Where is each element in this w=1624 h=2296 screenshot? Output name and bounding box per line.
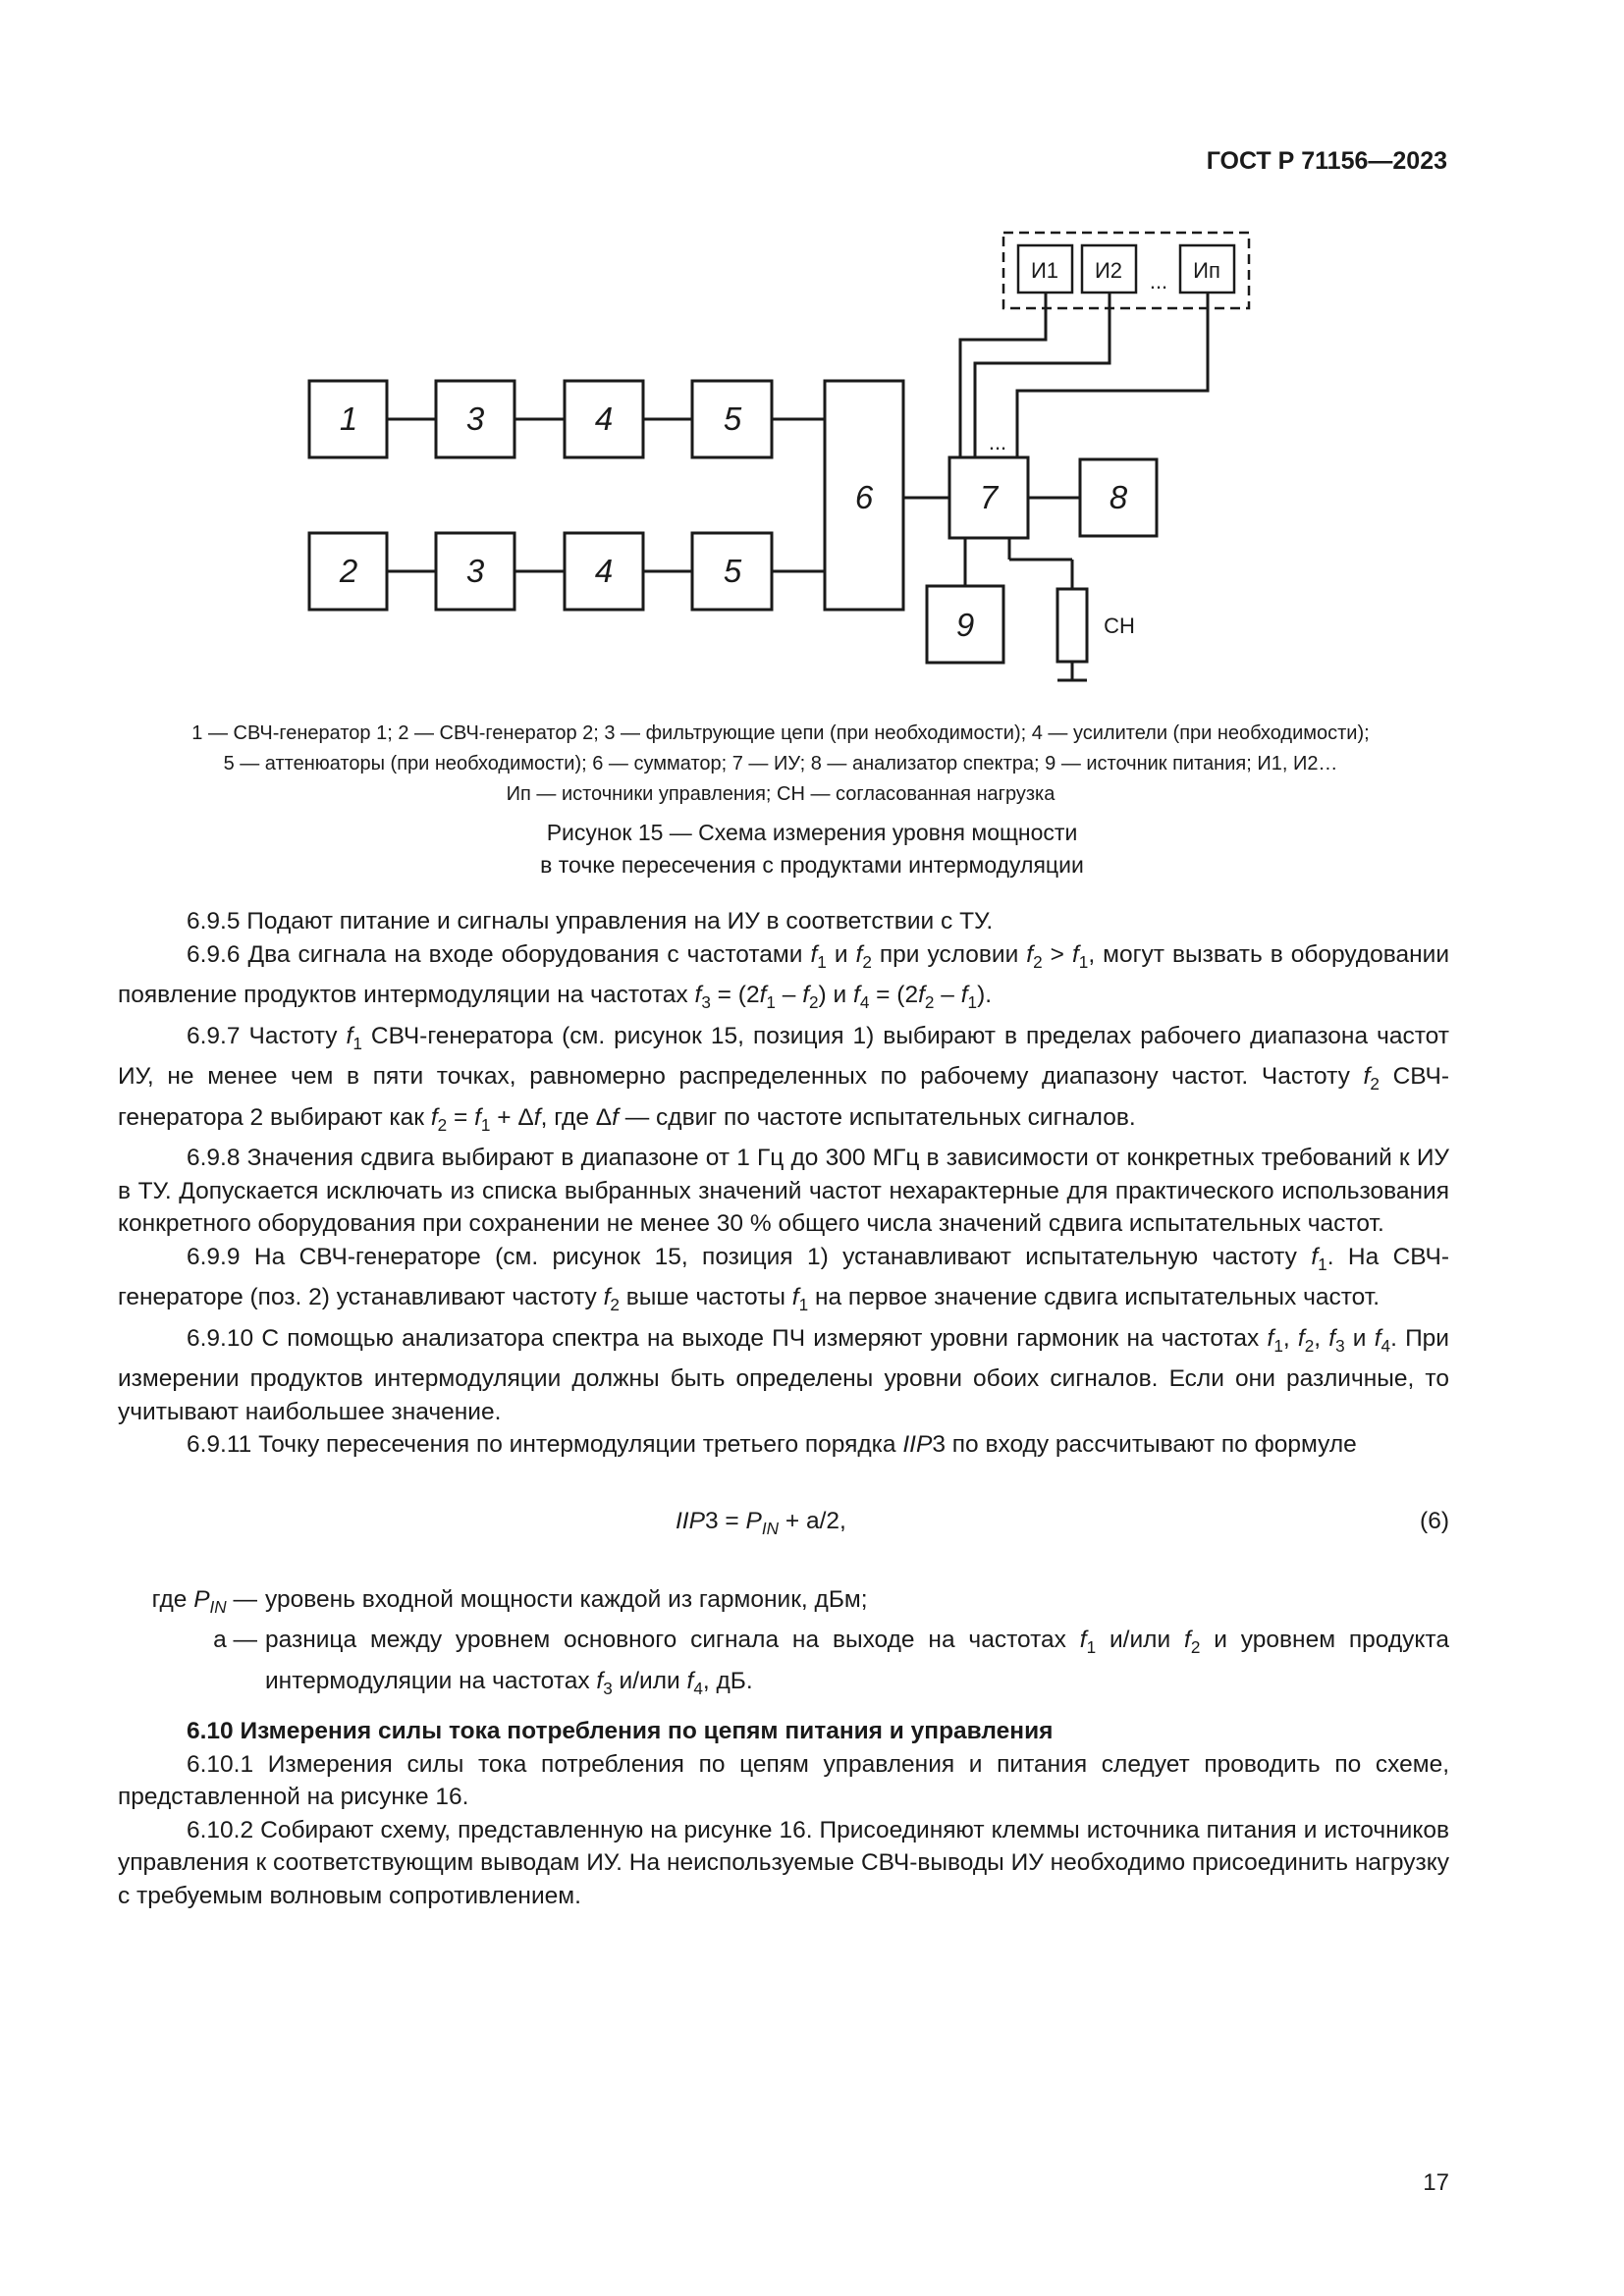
- label-source-dots: ...: [1149, 269, 1168, 294]
- where-key-a: a —: [213, 1627, 257, 1653]
- caption-line-2: в точке пересечения с продуктами интермодуляции: [540, 852, 1084, 878]
- label-5b: 5: [723, 553, 742, 589]
- paragraph-6-9-8: 6.9.8 Значения сдвига выбирают в диапазоне от 1 Гц до 300 МГц в зависимости от конкретных требований к ИУ в ТУ. Допускается исключать из списка выбранных значений частот нехарактерные для практического использования конкретного оборудования при сохранении не менее 30 % общего числа значений сдвига испытательных частот.: [118, 1145, 1449, 1237]
- where-value-pin: уровень входной мощности каждой из гармоник, дБм;: [265, 1585, 868, 1613]
- label-3a: 3: [465, 400, 485, 437]
- formula-where-list: [118, 1583, 1449, 1706]
- where-key-pin: где $P_{IN}$ —: [151, 1585, 257, 1617]
- paragraph-6-9-10: 6.9.10 С помощью анализатора спектра на выходе ПЧ измеряют уровни гармоник на частотах $f_1$, $f_2$, $f_3$ и $f_4$. При измерении продуктов интермодуляции должны быть определены уровни обоих сигналов. Если они различные, то учитывают наибольшее значение.: [118, 1324, 1449, 1425]
- label-load: СН: [1104, 614, 1135, 638]
- label-7: 7: [979, 479, 999, 515]
- paragraph-6-9-7: 6.9.7 Частоту $f_1$ СВЧ-генератора (см. рисунок 15, позиция 1) выбирают в пределах рабочего диапазона частот ИУ, не менее чем в пяти точках, равномерно распределенных по рабочему диапазону частот. Частоту $f_2$ СВЧ-генератора 2 выбирают как $f_2 = f_1 + \Delta f$, где Δf — сдвиг по частоте испытательных сигналов.: [118, 1022, 1449, 1135]
- label-2: 2: [339, 553, 358, 589]
- where-value-a: разница между уровнем основного сигнала на выходе на частотах $f_1$ и/или $f_2$ и уровнем продукта интермодуляции на частотах $f_3$ и/или $f_4$, дБ.: [265, 1627, 1449, 1698]
- body-text: [118, 905, 1449, 1912]
- section-heading-6-10: 6.10 Измерения силы тока потребления по цепям питания и управления: [187, 1718, 1054, 1744]
- paragraph-6-9-6: 6.9.6 Два сигнала на входе оборудования с частотами $f_1$ и $f_2$ при условии $f_2 > f_1$, могут вызвать в оборудовании появление продуктов интермодуляции на частотах $f_3 = (2f_1 - f_2)$ и $f_4 = (2f_2 - f_1)$.: [118, 940, 1449, 1012]
- label-4b: 4: [594, 553, 614, 589]
- paragraph-6-9-9: 6.9.9 На СВЧ-генераторе (см. рисунок 15, позиция 1) устанавливают испытательную частоту $f_1$. На СВЧ-генераторе (поз. 2) устанавливают частоту $f_2$ выше частоты $f_1$ на первое значение сдвига испытательных частот.: [118, 1243, 1450, 1314]
- label-3b: 3: [465, 553, 485, 589]
- legend-line-1: 1 — СВЧ-генератор 1; 2 — СВЧ-генератор 2; 3 — фильтрующие цепи (при необходимости); 4 — усилители (при необходимости);: [191, 722, 1370, 744]
- label-8: 8: [1109, 479, 1128, 515]
- formula-6: [118, 1499, 1449, 1550]
- paragraph-6-9-5: 6.9.5 Подают питание и сигналы управления на ИУ в соответствии с ТУ.: [187, 908, 994, 934]
- label-bus-dots: ...: [988, 430, 1007, 454]
- legend-line-2: 5 — аттенюаторы (при необходимости); 6 — сумматор; 7 — ИУ; 8 — анализатор спектра; 9 — источник питания; И1, И2…: [223, 753, 1338, 774]
- label-source-n: Ип: [1193, 258, 1220, 283]
- label-source-1: И1: [1030, 258, 1059, 283]
- document-code: ГОСТ Р 71156—2023: [1206, 147, 1447, 175]
- label-6: 6: [854, 479, 874, 515]
- legend-line-3: Ип — источники управления; СН — согласованная нагрузка: [506, 783, 1056, 805]
- formula-number: (6): [1420, 1507, 1449, 1534]
- label-9: 9: [955, 607, 975, 643]
- label-5a: 5: [723, 400, 742, 437]
- paragraph-6-9-11: 6.9.11 Точку пересечения по интермодуляции третьего порядка IIP3 по входу рассчитывают по формуле: [187, 1431, 1357, 1458]
- formula-expression: $IIP3 = P_{IN} + a/2$,: [676, 1507, 846, 1538]
- label-4a: 4: [594, 400, 614, 437]
- label-1: 1: [339, 400, 358, 437]
- measurement-block-diagram: [0, 0, 1624, 707]
- paragraph-6-10-2: 6.10.2 Собирают схему, представленную на рисунке 16. Присоединяют клеммы источника питания и источников управления к соответствующим выводам ИУ. На неиспользуемые СВЧ-выводы ИУ необходимо присоединить нагрузку с требуемым волновым сопротивлением.: [118, 1816, 1449, 1909]
- page-number: 17: [1423, 2169, 1449, 2196]
- paragraph-6-10-1: 6.10.1 Измерения силы тока потребления по цепям управления и питания следует проводить по схеме, представленной на рисунке 16.: [118, 1750, 1449, 1810]
- label-source-2: И2: [1094, 258, 1123, 283]
- caption-line-1: Рисунок 15 — Схема измерения уровня мощности: [546, 820, 1078, 845]
- figure-caption: [0, 817, 1624, 881]
- figure-legend: [98, 719, 1463, 810]
- matched-load-resistor: [1057, 589, 1087, 662]
